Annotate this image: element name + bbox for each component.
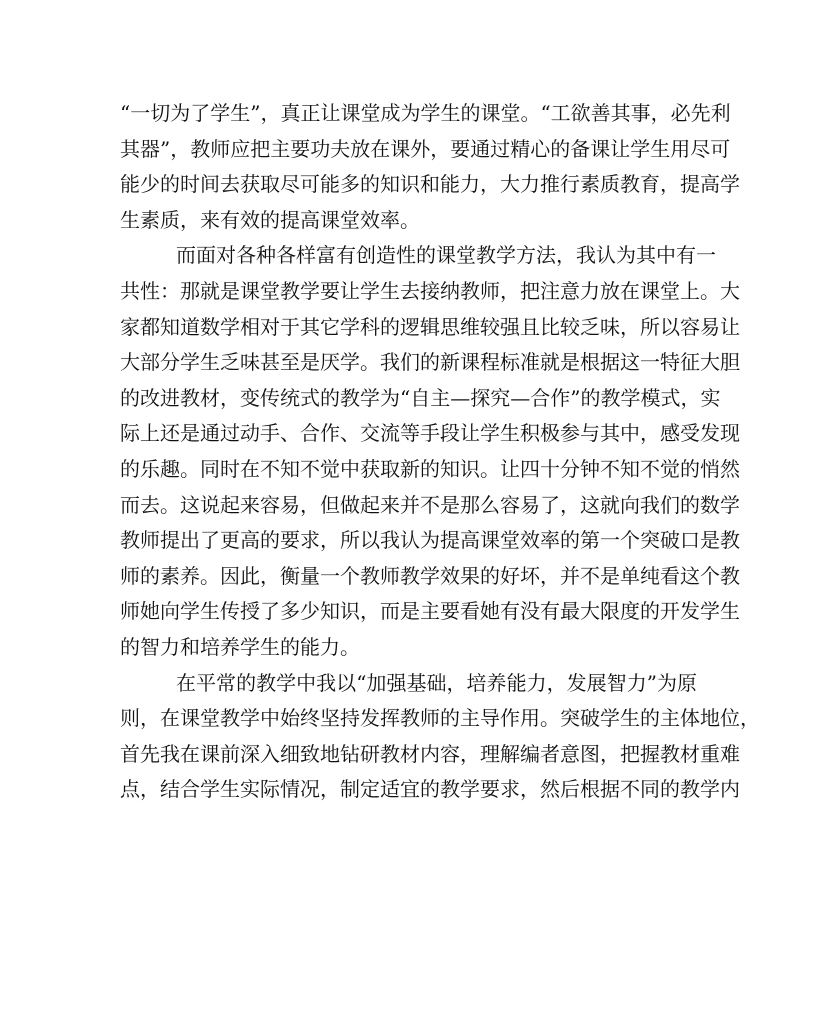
document-body <box>120 96 760 808</box>
text-line: 师的素养。因此，衡量一个教师教学效果的好坏，并不是单纯看这个教 <box>120 563 740 588</box>
text-line: 首先我在课前深入细致地钻研教材内容，理解编者意图，把握教材重难 <box>120 741 740 766</box>
text-line: 家都知道数学相对于其它学科的逻辑思维较强且比较乏味，所以容易让 <box>120 314 740 339</box>
paragraph-first-line: 而面对各种各样富有创造性的课堂教学方法，我认为其中有一 <box>176 243 716 268</box>
text-line: 的改进教材，变传统式的教学为“自主—探究—合作”的教学模式，实 <box>120 385 721 410</box>
text-line: 大部分学生乏味甚至是厌学。我们的新课程标准就是根据这一特征大胆 <box>120 350 740 375</box>
text-line: 际上还是通过动手、合作、交流等手段让学生积极参与其中，感受发现 <box>120 421 740 446</box>
text-line: 的乐趣。同时在不知不觉中获取新的知识。让四十分钟不知不觉的悄然 <box>120 456 740 481</box>
text-line: 的智力和培养学生的能力。 <box>120 634 360 659</box>
paragraph-first-line: 在平常的教学中我以“加强基础，培养能力，发展智力”为原 <box>176 670 697 695</box>
text-line: 则，在课堂教学中始终坚持发挥教师的主导作用。突破学生的主体地位， <box>120 706 760 731</box>
text-line: 其器”，教师应把主要功夫放在课外，要通过精心的备课让学生用尽可 <box>120 136 731 161</box>
text-line: 共性：那就是课堂教学要让学生去接纳教师，把注意力放在课堂上。大 <box>120 278 740 303</box>
text-line: 而去。这说起来容易，但做起来并不是那么容易了，这就向我们的数学 <box>120 492 740 517</box>
text-line: 师她向学生传授了多少知识，而是主要看她有没有最大限度的开发学生 <box>120 599 740 624</box>
text-line: 教师提出了更高的要求，所以我认为提高课堂效率的第一个突破口是教 <box>120 528 740 553</box>
text-line: 能少的时间去获取尽可能多的知识和能力，大力推行素质教育，提高学 <box>120 172 740 197</box>
text-line: “一切为了学生”，真正让课堂成为学生的课堂。“工欲善其事，必先利 <box>120 101 731 125</box>
text-line: 点，结合学生实际情况，制定适宜的教学要求，然后根据不同的教学内 <box>120 777 740 802</box>
text-line: 生素质，来有效的提高课堂效率。 <box>120 207 420 232</box>
